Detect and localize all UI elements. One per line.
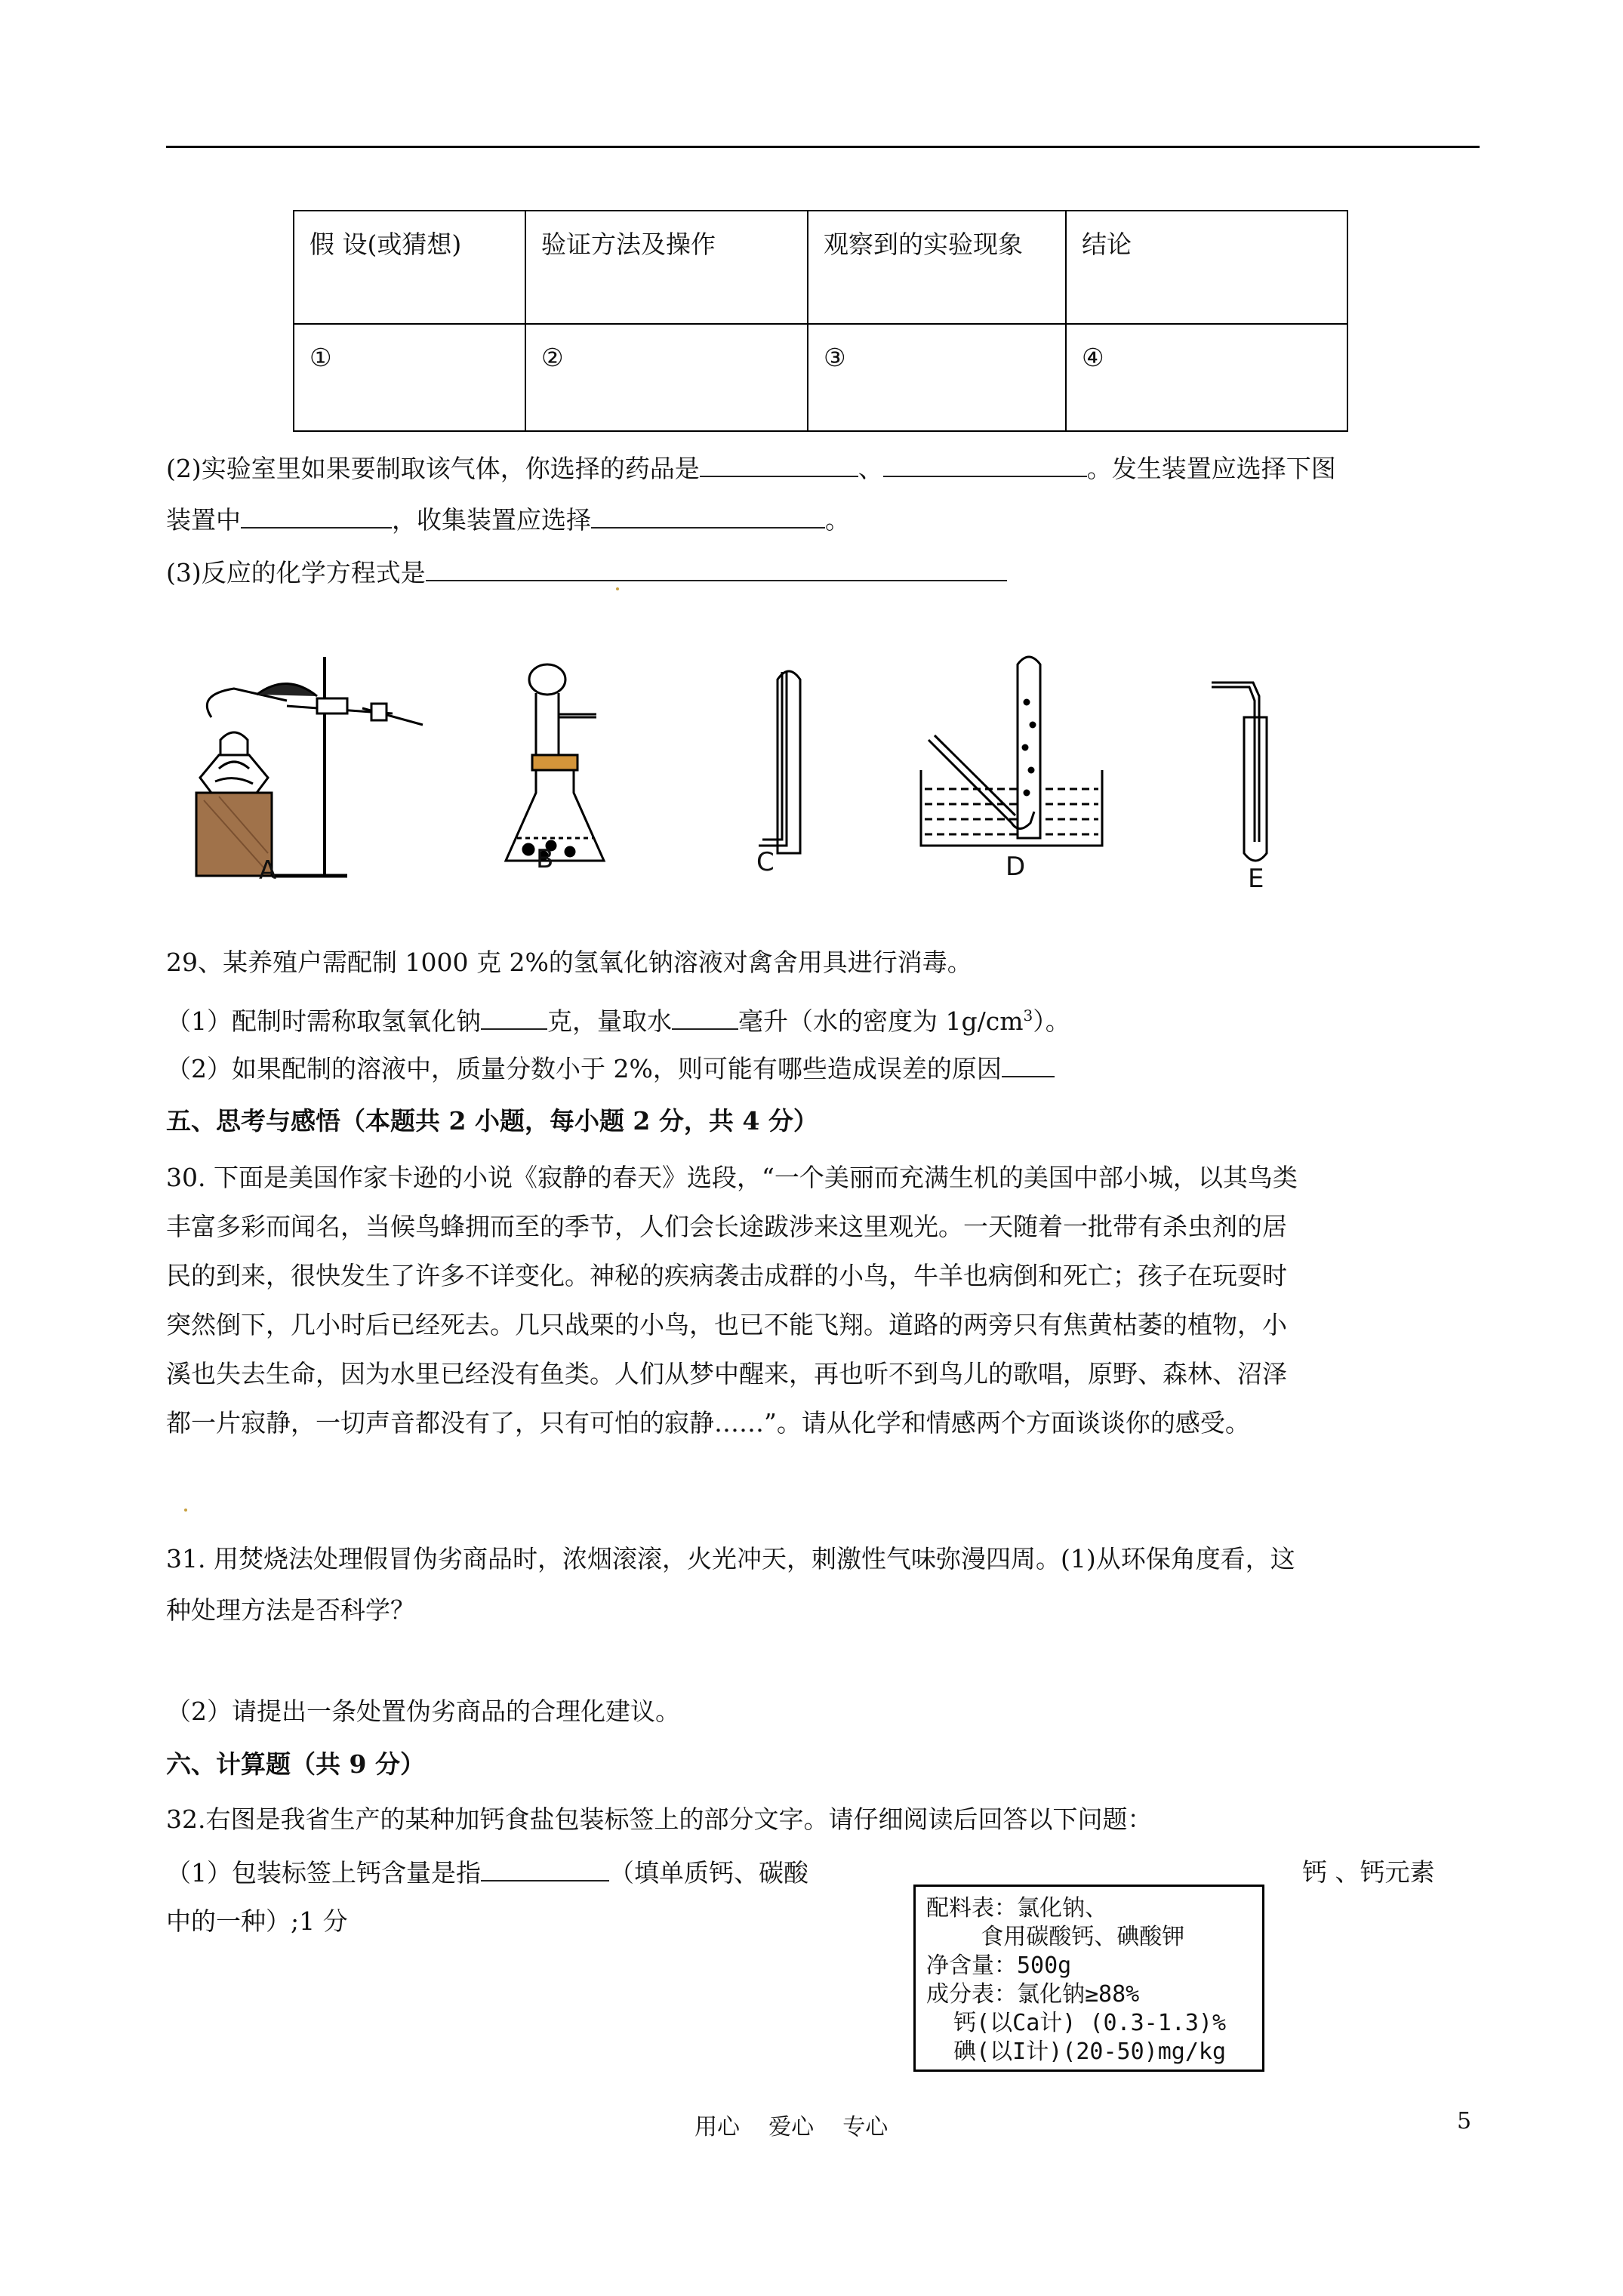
q2-line2 <box>166 504 850 535</box>
table-cell: ② <box>525 324 808 431</box>
q31-line1: 31. 用焚烧法处理假冒伪劣商品时，浓烟滚滚，火光冲天，刺激性气味弥漫四周。(1)从环保角度看，这 <box>166 1544 1295 1573</box>
q3-text: (3)反应的化学方程式是 <box>166 558 426 587</box>
q32-part1-cont: 钙 、钙元素 <box>1302 1857 1435 1887</box>
q29-text: 克，量取水 <box>547 1006 672 1036</box>
apparatus-label: A <box>259 855 277 886</box>
apparatus-label: B <box>536 844 554 874</box>
table-cell: ③ <box>808 324 1066 431</box>
q2-text: (2)实验室里如果要制取该气体，你选择的药品是 <box>166 454 700 483</box>
q30-line: 丰富多彩而闻名，当候鸟蜂拥而至的季节，人们会长途跋涉来这里观光。一天随着一批带有杀虫剂的居 <box>166 1212 1287 1241</box>
label-line: 碘(以I计)(20-50)mg/kg <box>926 2039 1227 2065</box>
q30-line: 30. 下面是美国作家卡逊的小说《寂静的春天》选段，“一个美丽而充满生机的美国中部小城，以其鸟类 <box>166 1163 1298 1192</box>
label-line: 净含量：500g <box>926 1952 1072 1979</box>
table-cell: ④ <box>1066 324 1347 431</box>
section5-title: 五、思考与感悟（本题共 2 小题，每小题 2 分，共 4 分） <box>166 1106 818 1136</box>
footer-motto: 用心 爱心 专心 <box>694 2114 888 2140</box>
q30-line: 都一片寂静，一切声音都没有了，只有可怕的寂静……”。请从化学和情感两个方面谈谈你的感受。 <box>166 1408 1250 1438</box>
apparatus-label: D <box>1006 852 1026 882</box>
label-line: 成分表：氯化钠≥88% <box>926 1981 1140 2008</box>
table-header-cell: 验证方法及操作 <box>525 211 808 324</box>
q31-part2: （2）请提出一条处置伪劣商品的合理化建议。 <box>166 1697 680 1726</box>
answer-blank[interactable] <box>426 557 1007 581</box>
table-header-cell: 假 设(或猜想) <box>294 211 525 324</box>
q30-line: 突然倒下，几小时后已经死去。几只战栗的小鸟，也已不能飞翔。道路的两旁只有焦黄枯萎的植物，小 <box>166 1310 1287 1339</box>
q29-text: 毫升（水的密度为 1g/cm <box>738 1006 1024 1036</box>
apparatus-label: E <box>1248 864 1264 894</box>
apparatus-e-icon <box>1212 683 1267 861</box>
answer-blank[interactable] <box>241 504 392 529</box>
apparatus-label: C <box>756 847 775 877</box>
salt-package-label <box>913 1885 1264 2072</box>
superscript: 3 <box>1023 1006 1033 1025</box>
q29-text: （2）如果配制的溶液中，质量分数小于 2%，则可能有哪些造成误差的原因 <box>166 1054 1002 1083</box>
stray-mark <box>616 587 619 590</box>
q2-text: 装置中 <box>166 505 241 535</box>
q29-part1 <box>166 1000 1070 1037</box>
q30-line: 溪也失去生命，因为水里已经没有鱼类。人们从梦中醒来，再也听不到鸟儿的歌唱，原野、森林、沼泽 <box>166 1359 1287 1388</box>
q32-stem: 32.右图是我省生产的某种加钙食盐包装标签上的部分文字。请仔细阅读后回答以下问题： <box>166 1804 1153 1834</box>
table-cell: ① <box>294 324 525 431</box>
stray-mark <box>184 1509 187 1512</box>
header-rule <box>166 146 1480 148</box>
q29-stem: 29、某养殖户需配制 1000 克 2%的氢氧化钠溶液对禽舍用具进行消毒。 <box>166 948 972 977</box>
q32-part1-end: 中的一种）;1 分 <box>166 1906 348 1936</box>
answer-blank[interactable] <box>591 504 825 529</box>
q2-text: ，收集装置应选择 <box>392 505 591 535</box>
q2-line1 <box>166 453 1336 484</box>
q31-line2: 种处理方法是否科学？ <box>166 1595 415 1625</box>
answer-blank[interactable] <box>883 453 1087 477</box>
q29-text: ）。 <box>1033 1006 1070 1036</box>
q3-line <box>166 557 1007 588</box>
section6-title: 六、计算题（共 9 分） <box>166 1749 425 1779</box>
answer-blank[interactable] <box>700 453 858 477</box>
table-header-cell: 观察到的实验现象 <box>808 211 1066 324</box>
apparatus-figure <box>174 642 1306 898</box>
q2-text: 。发生装置应选择下图 <box>1086 454 1336 483</box>
apparatus-b-icon <box>506 664 604 861</box>
q2-text: 。 <box>825 505 850 535</box>
apparatus-c-icon <box>759 671 800 853</box>
table-header-cell: 结论 <box>1066 211 1347 324</box>
label-line: 食用碳酸钙、碘酸钾 <box>926 1924 1185 1950</box>
q30-line: 民的到来，很快发生了许多不详变化。神秘的疾病袭击成群的小鸟，牛羊也病倒和死亡；孩子在玩耍时 <box>166 1261 1287 1290</box>
q32-text: （1）包装标签上钙含量是指 <box>166 1858 481 1888</box>
label-line: 钙(以Ca计) (0.3-1.3)% <box>926 2010 1227 2036</box>
apparatus-d-icon <box>921 657 1102 846</box>
answer-blank[interactable] <box>481 1006 547 1030</box>
table-row <box>294 324 1347 431</box>
q2-text: 、 <box>858 454 883 483</box>
table-header-row <box>294 211 1347 324</box>
answer-blank[interactable] <box>1002 1053 1055 1077</box>
q29-text: （1）配制时需称取氢氧化钠 <box>166 1006 481 1036</box>
label-line: 配料表：氯化钠、 <box>926 1895 1107 1922</box>
hypothesis-table <box>293 210 1348 432</box>
answer-blank[interactable] <box>481 1857 609 1881</box>
q29-part2 <box>166 1053 1055 1084</box>
answer-blank[interactable] <box>672 1006 738 1030</box>
page-number: 5 <box>1457 2108 1472 2134</box>
q32-part1 <box>166 1857 808 1888</box>
apparatus-a-icon <box>196 657 423 876</box>
q32-text: （填单质钙、碳酸 <box>609 1858 808 1888</box>
